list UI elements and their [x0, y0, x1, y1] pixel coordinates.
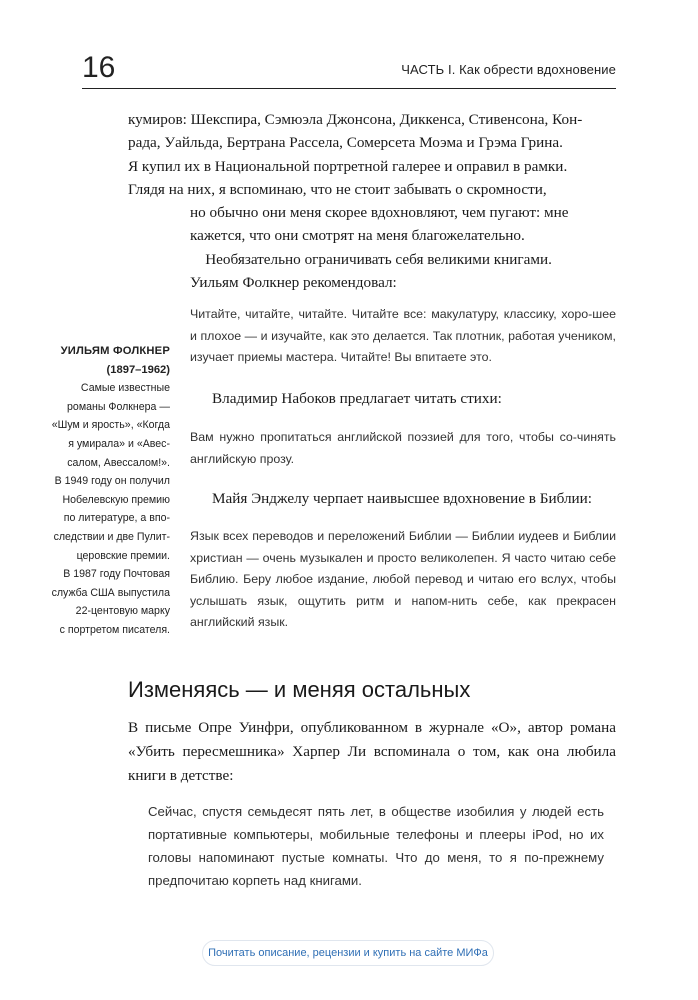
quote-faulkner: Читайте, читайте, читайте. Читайте все: макулатуру, классику, хоро-шее и плохое — и изучайте, как это делается. Так плотник, работая учеником, изучает приемы мастера. Читайте! Вы впитаете это.	[190, 307, 616, 364]
sidebar-note	[44, 342, 170, 640]
section-title: Изменяясь — и меняя остальных	[128, 677, 471, 702]
text-line: Глядя на них, я вспоминаю, что не стоит забывать о скромности,	[128, 181, 547, 199]
sidebar-line: В 1949 году он получил	[54, 475, 170, 488]
text-line: Я купил их в Национальной портретной галерее и оправил в рамки.	[128, 157, 568, 175]
text-line: кумиров: Шекспира, Сэмюэла Джонсона, Диккенса, Стивенсона, Кон-	[128, 111, 583, 128]
section-intro: В письме Опре Уинфри, опубликованном в журнале «О», автор романа «Убить пересмешника» Харпер Ли вспоминала о том, как она любила книги в детстве:	[128, 719, 616, 784]
buy-link[interactable]: Почитать описание, рецензии и купить на сайте МИФа	[202, 940, 494, 966]
sidebar-line: «Шум и ярость», «Когда	[51, 419, 170, 432]
text-line: рада, Уайльда, Бертрана Рассела, Сомерсета Моэма и Грэма Грина.	[128, 134, 563, 152]
text-line: но обычно они меня скорее вдохновляют, чем пугают: мне	[190, 204, 569, 221]
sidebar-line: 22-центовую марку	[75, 605, 170, 618]
header-rule	[82, 88, 616, 89]
sidebar-line: Самые известные	[80, 382, 170, 395]
sidebar-years: (1897–1962)	[106, 363, 170, 376]
paragraph-continuation	[128, 108, 616, 202]
sidebar-line: романы Фолкнера —	[67, 400, 170, 413]
quote-angelou: Язык всех переводов и переложений Библии — Библии иудеев и Библии христиан — очень музыкален и просто великолепен. Я часто читаю себе Библию. Беру любое издание, любой перевод и читаю его вслух, чтобы услышать язык, ощутить ритм и напом-нить себе, как прекрасен английский язык.	[190, 529, 616, 629]
sidebar-line: по литературе, а впо-	[63, 512, 170, 525]
intro-nabokov: Владимир Набоков предлагает читать стихи:	[212, 390, 502, 407]
intro-angelou: Майя Энджелу черпает наивысшее вдохновение в Библии:	[212, 490, 593, 507]
sidebar-line: церовские премии.	[76, 549, 170, 562]
paragraph-indented	[190, 201, 616, 295]
text-line: Уильям Фолкнер рекомендовал:	[190, 274, 397, 292]
page-number: 16	[82, 51, 116, 84]
sidebar-line: В 1987 году Почтовая	[63, 568, 170, 581]
sidebar-line: я умирала» и «Авес-	[68, 437, 170, 450]
sidebar-line: Нобелевскую премию	[62, 493, 170, 506]
sidebar-name: УИЛЬЯМ ФОЛКНЕР	[60, 345, 170, 357]
sidebar-line: с портретом писателя.	[59, 623, 170, 636]
sidebar-line: следствии и две Пулит-	[53, 530, 170, 543]
text-line: Необязательно ограничивать себя великими книгами.	[190, 250, 552, 268]
text-line: кажется, что они смотрят на меня благожелательно.	[190, 227, 525, 245]
quote-harper-lee: Сейчас, спустя семьдесят пять лет, в обществе изобилия у людей есть портативные компьютеры, мобильные телефоны и плееры iPod, но их головы напоминают пустые комнаты. Что до меня, то я по-прежнему предпочитаю корпеть над книгами.	[148, 804, 604, 888]
sidebar-line: салом, Авессалом!».	[67, 456, 170, 469]
quote-nabokov: Вам нужно пропитаться английской поэзией для того, чтобы со-чинять английскую прозу.	[190, 430, 616, 466]
sidebar-line: служба США выпустила	[51, 586, 170, 599]
running-head: ЧАСТЬ I. Как обрести вдохновение	[401, 62, 616, 77]
